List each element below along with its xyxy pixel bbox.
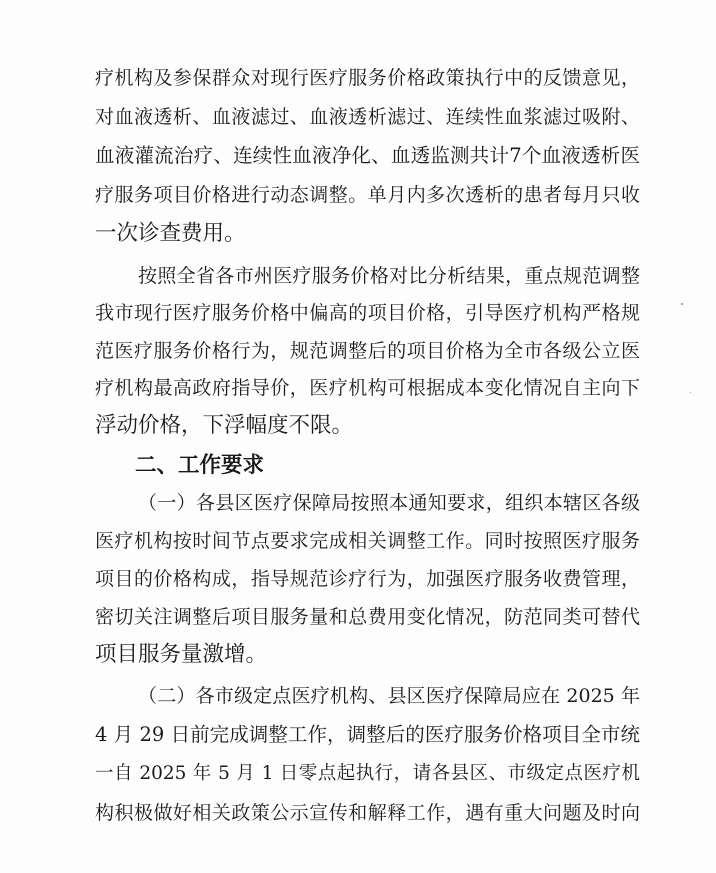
paragraph-2-line-2: 我市现行医疗服务价格中偏高的项目价格，引导医疗机构严格规 [95, 302, 640, 324]
paragraph-1-line-3: 血液灌流治疗、连续性血液净化、血透监测共计7个血液透析医 [95, 144, 640, 167]
scan-speck [690, 392, 691, 393]
scan-speck [681, 303, 683, 305]
paragraph-3-line-4: 密切关注调整后项目服务量和总费用变化情况，防范同类可替代 [95, 606, 640, 628]
paragraph-3-line-1: （一）各县区医疗保障局按照本通知要求，组织本辖区各级 [138, 492, 640, 514]
paragraph-3-line-5: 项目服务量激增。 [95, 642, 268, 667]
paragraph-4-line-3: 一自 2025 年 5 月 1 日零点起执行，请各县区、市级定点医疗机 [95, 763, 640, 784]
paragraph-3-line-2: 医疗机构按时间节点要求完成相关调整工作。同时按照医疗服务 [95, 530, 640, 552]
paragraph-4-line-4: 构积极做好相关政策公示宣传和解释工作，遇有重大问题及时向 [95, 802, 640, 824]
paragraph-1-line-4: 疗服务项目价格进行动态调整。单月内多次透析的患者每月只收 [95, 184, 640, 206]
paragraph-4-line-2: 4 月 29 日前完成调整工作，调整后的医疗服务价格项目全市统 [95, 723, 640, 746]
paragraph-1-line-2: 对血液透析、血液滤过、血液透析滤过、连续性血浆滤过吸附、 [95, 106, 640, 128]
paragraph-1-line-5: 一次诊查费用。 [95, 221, 246, 246]
paragraph-3-line-3: 项目的价格构成，指导规范诊疗行为，加强医疗服务收费管理， [95, 568, 640, 590]
paragraph-4-line-1: （二）各市级定点医疗机构、县区医疗保障局应在 2025 年 [138, 685, 640, 707]
section-heading: 二、工作要求 [135, 453, 265, 478]
paragraph-2-line-3: 范医疗服务价格行为，规范调整后的项目价格为全市各级公立医 [95, 340, 640, 362]
paragraph-2-line-1: 按照全省各市州医疗服务价格对比分析结果，重点规范调整 [138, 265, 640, 287]
paragraph-2-line-5: 浮动价格，下浮幅度不限。 [95, 413, 354, 438]
paragraph-2-line-4: 疗机构最高政府指导价，医疗机构可根据成本变化情况自主向下 [95, 377, 640, 399]
paragraph-1-line-1: 疗机构及参保群众对现行医疗服务价格政策执行中的反馈意见， [95, 67, 640, 89]
